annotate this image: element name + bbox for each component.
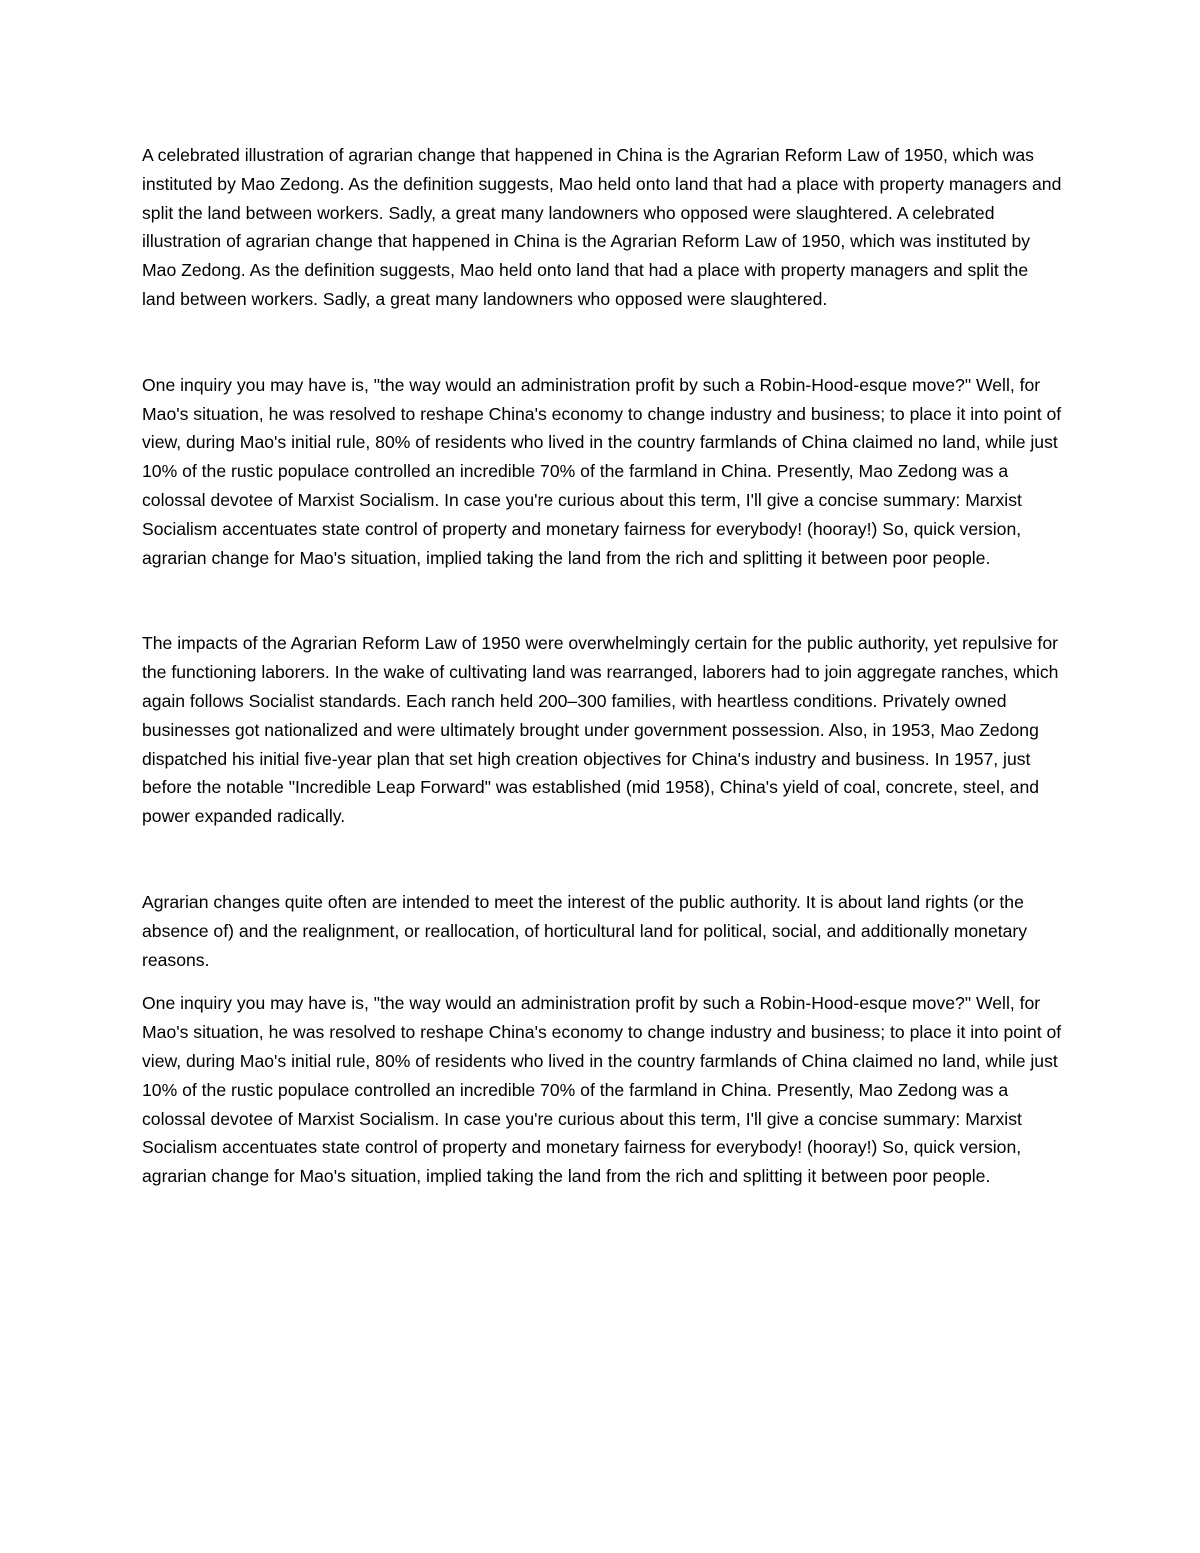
document-body <box>142 141 1062 1191</box>
paragraph-1: A celebrated illustration of agrarian change that happened in China is the Agrarian Reform Law of 1950, which was instituted by Mao Zedong. As the definition suggests, Mao held onto land that had a place with property managers and split the land between workers. Sadly, a great many landowners who opposed were slaughtered. A celebrated illustration of agrarian change that happened in China is the Agrarian Reform Law of 1950, which was instituted by Mao Zedong. As the definition suggests, Mao held onto land that had a place with property managers and split the land between workers. Sadly, a great many landowners who opposed were slaughtered. <box>142 145 1062 309</box>
paragraph-3: The impacts of the Agrarian Reform Law of 1950 were overwhelmingly certain for the public authority, yet repulsive for the functioning laborers. In the wake of cultivating land was rearranged, laborers had to join aggregate ranches, which again follows Socialist standards. Each ranch held 200–300 families, with heartless conditions. Privately owned businesses got nationalized and were ultimately brought under government possession. Also, in 1953, Mao Zedong dispatched his initial five-year plan that set high creation objectives for China's industry and business. In 1957, just before the notable "Incredible Leap Forward" was established (mid 1958), China's yield of coal, concrete, steel, and power expanded radically. <box>142 633 1059 827</box>
paragraph-4: Agrarian changes quite often are intended to meet the interest of the public authority. It is about land rights (or the absence of) and the realignment, or reallocation, of horticultural land for political, social, and additionally monetary reasons. <box>142 891 1028 970</box>
paragraph-5: One inquiry you may have is, "the way would an administration profit by such a Robin-Hood-esque move?" Well, for Mao's situation, he was resolved to reshape China's economy to change industry and business; to place it into point of view, during Mao's initial rule, 80% of residents who lived in the country farmlands of China claimed no land, while just 10% of the rustic populace controlled an incredible 70% of the farmland in China. Presently, Mao Zedong was a colossal devotee of Marxist Socialism. In case you're curious about this term, I'll give a concise summary: Marxist Socialism accentuates state control of property and monetary fairness for everybody! (hooray!) So, quick version, agrarian change for Mao's situation, implied taking the land from the rich and splitting it between poor people. <box>142 993 1062 1187</box>
paragraph-2: One inquiry you may have is, "the way would an administration profit by such a Robin-Hood-esque move?" Well, for Mao's situation, he was resolved to reshape China's economy to change industry and business; to place it into point of view, during Mao's initial rule, 80% of residents who lived in the country farmlands of China claimed no land, while just 10% of the rustic populace controlled an incredible 70% of the farmland in China. Presently, Mao Zedong was a colossal devotee of Marxist Socialism. In case you're curious about this term, I'll give a concise summary: Marxist Socialism accentuates state control of property and monetary fairness for everybody! (hooray!) So, quick version, agrarian change for Mao's situation, implied taking the land from the rich and splitting it between poor people. <box>142 374 1062 568</box>
